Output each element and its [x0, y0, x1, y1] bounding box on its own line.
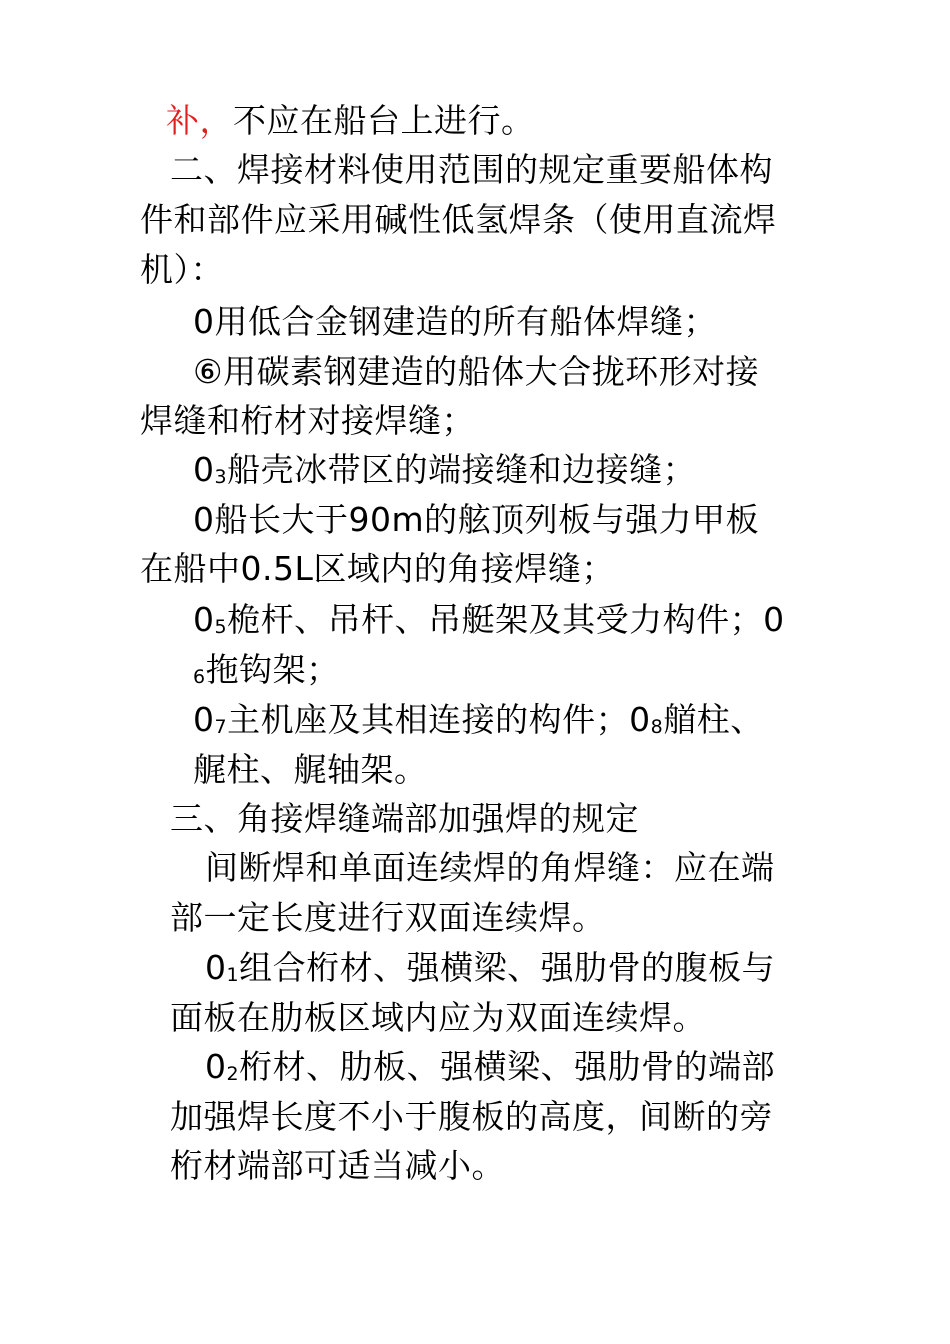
text-line-3: 件和部件应采用碱性低氢焊条（使用直流焊: [140, 200, 777, 239]
list-item-6: 6拖钩架；: [193, 650, 340, 689]
rule-item-2-cont-2: 桁材端部可适当减小。: [170, 1146, 505, 1185]
list-item-7-cont: 艉柱、艉轴架。: [193, 750, 428, 789]
rule-item-1-cont: 面板在肋板区域内应为双面连续焊。: [170, 998, 706, 1037]
section-heading-3: 三、角接焊缝端部加强焊的规定: [170, 799, 639, 838]
text-line-4: 机）：: [140, 250, 224, 289]
list-item-2: ⑥用碳素钢建造的船体大合拢环形对接: [193, 352, 760, 391]
list-item-5: 05桅杆、吊杆、吊艇架及其受力构件；0: [193, 600, 785, 639]
text-line-1: 补，不应在船台上进行。: [166, 101, 535, 140]
section-heading-2: 二、焊接材料使用范围的规定重要船体构: [170, 150, 773, 189]
list-item-7: 07主机座及其相连接的构件；08艏柱、: [193, 700, 764, 739]
rule-item-2: 02桁材、肋板、强横梁、强肋骨的端部: [205, 1047, 776, 1086]
list-item-2-cont: 焊缝和桁材对接焊缝；: [140, 401, 475, 440]
red-highlight-text: 补，: [166, 101, 233, 140]
list-item-4: 0船长大于90m的舷顶列板与强力甲板: [193, 500, 760, 539]
paragraph-line-1: 间断焊和单面连续焊的角焊缝：应在端: [205, 848, 775, 887]
rule-item-2-cont: 加强焊长度不小于腹板的高度，间断的旁: [170, 1097, 773, 1136]
list-item-4-cont: 在船中0.5L区域内的角接焊缝；: [140, 549, 615, 588]
list-item-3: 03船壳冰带区的端接缝和边接缝；: [193, 450, 697, 489]
list-item-1: 0用低合金钢建造的所有船体焊缝；: [193, 302, 717, 341]
paragraph-line-2: 部一定长度进行双面连续焊。: [170, 898, 606, 937]
rule-item-1: 01组合桁材、强横梁、强肋骨的腹板与: [205, 948, 776, 987]
